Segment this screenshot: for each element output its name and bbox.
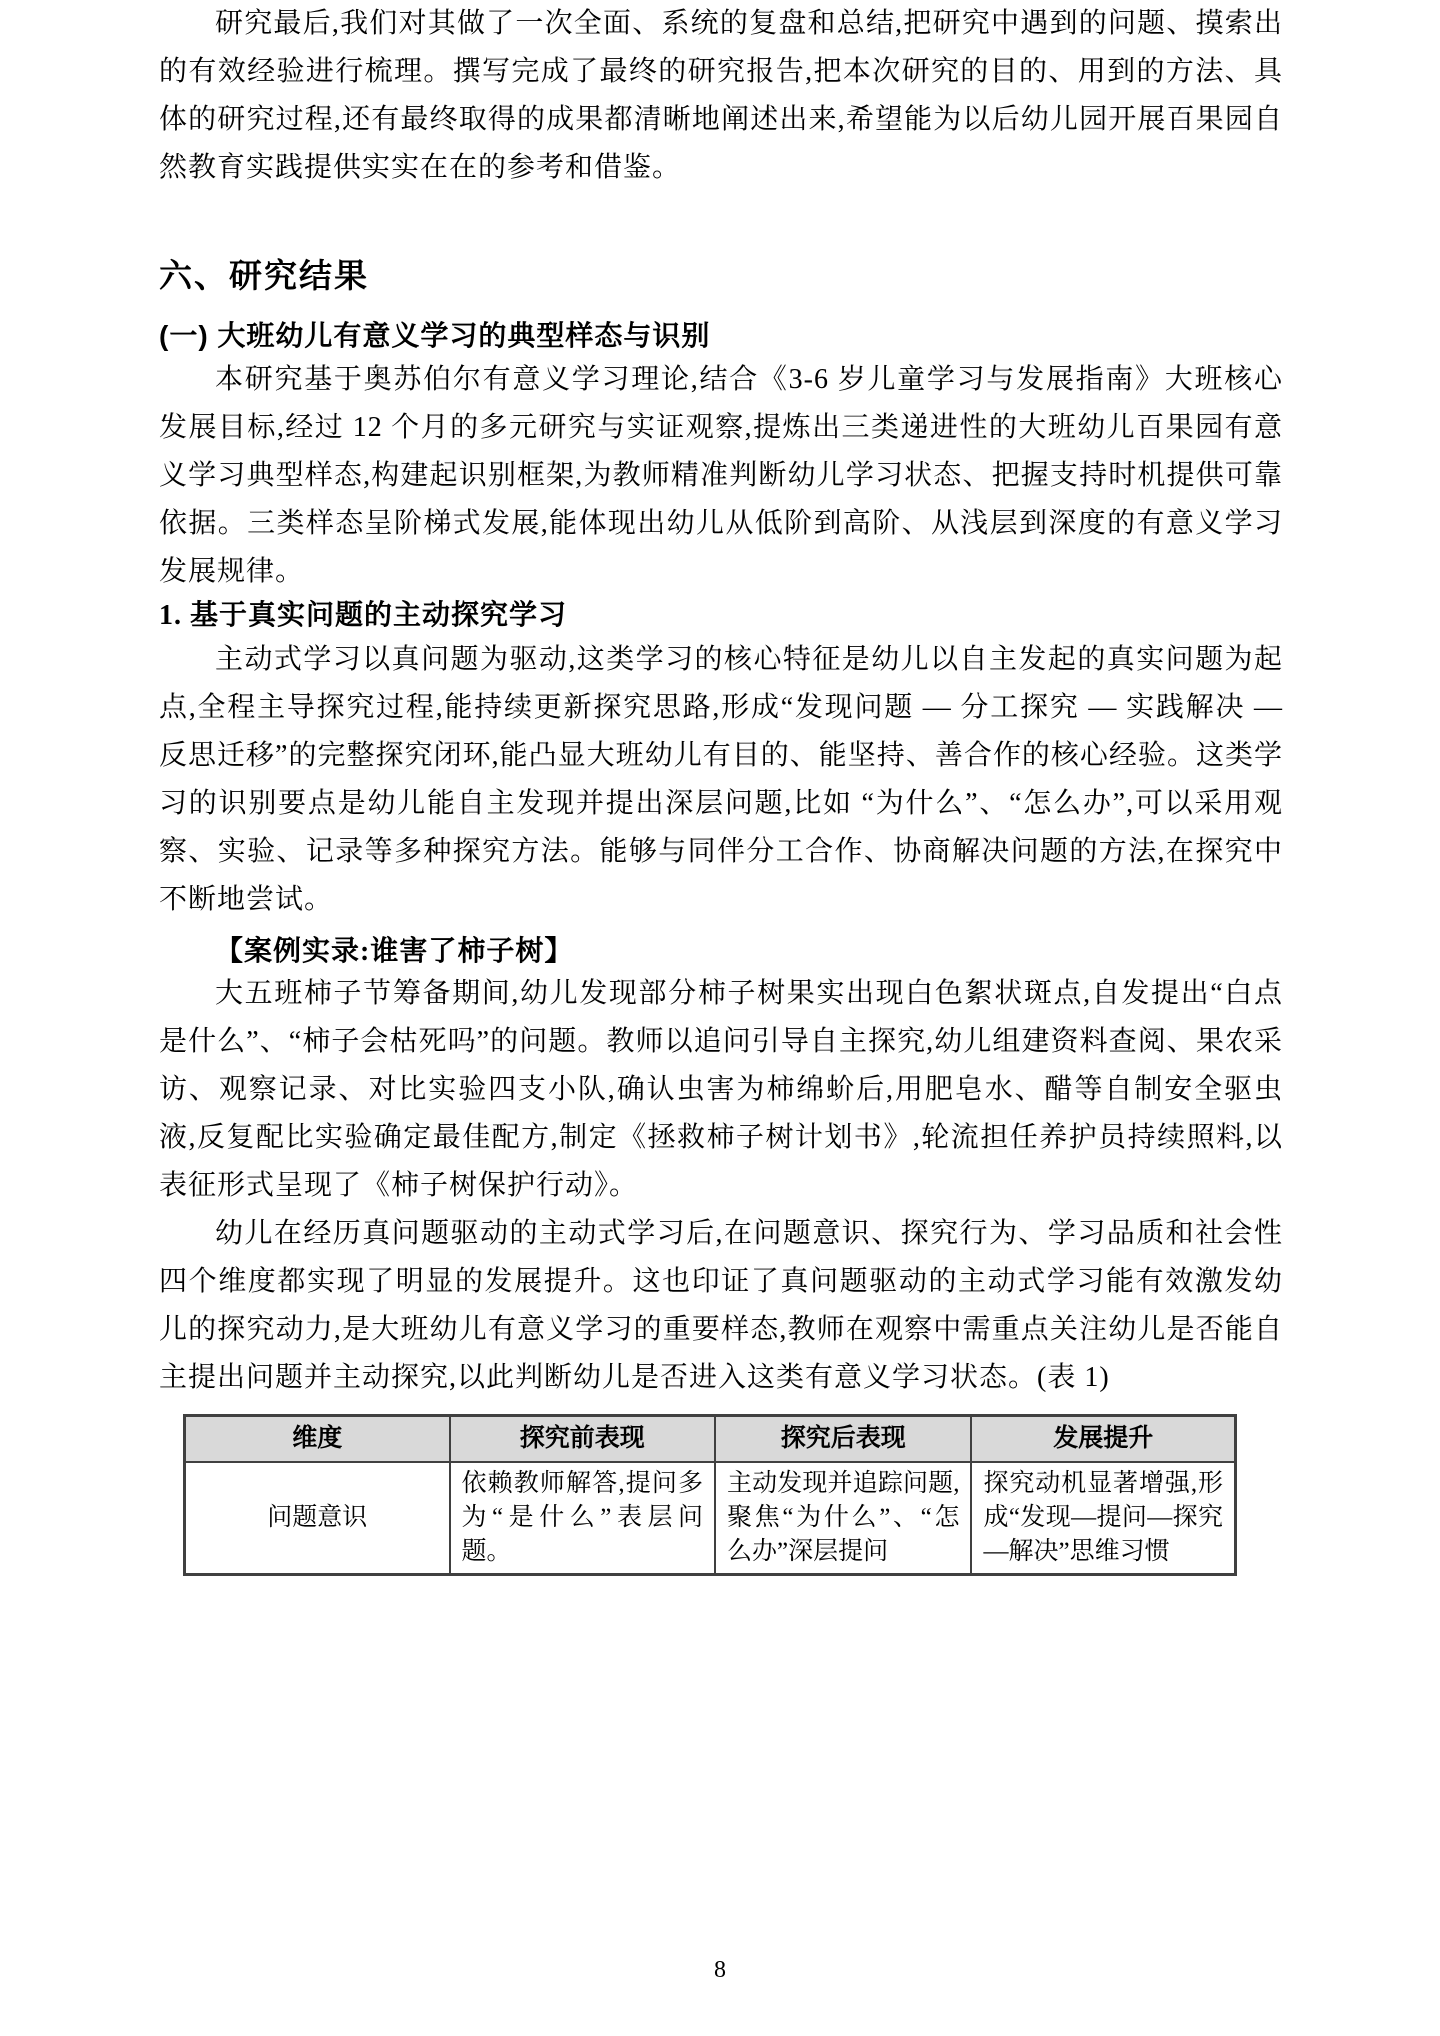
- case-record-paragraph: 大五班柿子节筹备期间,幼儿发现部分柿子树果实出现白色絮状斑点,自发提出“白点是什么”、“柿子会枯死吗”的问题。教师以追问引导自主探究,幼儿组建资料查阅、果农采访、观察记录、对比实验四支小队,确认虫害为柿绵蚧后,用肥皂水、醋等自制安全驱虫液,反复配比实验确定最佳配方,制定《拯救柿子树计划书》,轮流担任养护员持续照料,以表征形式呈现了《柿子树保护行动》。: [159, 978, 1283, 1201]
- page-number: 8: [714, 1957, 726, 1983]
- table-cell-improvement: 探究动机显著增强,形成“发现—提问—探究—解决”思维习惯: [971, 1462, 1235, 1575]
- result-paragraph: 幼儿在经历真问题驱动的主动式学习后,在问题意识、探究行为、学习品质和社会性四个维度都实现了明显的发展提升。这也印证了真问题驱动的主动式学习能有效激发幼儿的探究动力,是大班幼儿有意义学习的重要样态,教师在观察中需重点关注幼儿是否能自主提出问题并主动探究,以此判断幼儿是否进入这类有意义学习状态。(表 1): [159, 1218, 1283, 1393]
- table-cell-dimension: 问题意识: [185, 1462, 450, 1575]
- table-cell-after: 主动发现并追踪问题,聚焦“为什么”、“怎么办”深层提问: [715, 1462, 971, 1575]
- table-1-header: [185, 1416, 1236, 1463]
- item-paragraph: 主动式学习以真问题为驱动,这类学习的核心特征是幼儿以自主发起的真实问题为起点,全程主导探究过程,能持续更新探究思路,形成“发现问题 — 分工探究 — 实践解决 — 反思迁移”的完整探究闭环,能凸显大班幼儿有目的、能坚持、善合作的核心经验。这类学习的识别要点是幼儿能自主发现并提出深层问题,比如 “为什么”、“怎么办”,可以采用观察、实验、记录等多种探究方法。能够与同伴分工合作、协商解决问题的方法,在探究中不断地尝试。: [159, 644, 1283, 915]
- section-heading: 六、研究结果: [159, 257, 369, 294]
- table-header-improvement: 发展提升: [971, 1416, 1235, 1463]
- case-record-heading: 【案例实录:谁害了柿子树】: [215, 936, 574, 967]
- subsection-heading: (一) 大班幼儿有意义学习的典型样态与识别: [159, 320, 711, 351]
- table-header-row: [185, 1416, 1236, 1463]
- table-cell-before: 依赖教师解答,提问多为“是什么”表层问题。: [450, 1462, 716, 1575]
- intro-paragraph: 研究最后,我们对其做了一次全面、系统的复盘和总结,把研究中遇到的问题、摸索出的有效经验进行梳理。撰写完成了最终的研究报告,把本次研究的目的、用到的方法、具体的研究过程,还有最终取得的成果都清晰地阐述出来,希望能为以后幼儿园开展百果园自然教育实践提供实实在在的参考和借鉴。: [159, 8, 1283, 183]
- table-header-before: 探究前表现: [450, 1416, 716, 1463]
- table-row: [185, 1462, 1236, 1575]
- table-1: [183, 1414, 1237, 1576]
- overview-paragraph: 本研究基于奥苏伯尔有意义学习理论,结合《3-6 岁儿童学习与发展指南》大班核心发展目标,经过 12 个月的多元研究与实证观察,提炼出三类递进性的大班幼儿百果园有意义学习典型样态,构建起识别框架,为教师精准判断幼儿学习状态、把握支持时机提供可靠依据。三类样态呈阶梯式发展,能体现出幼儿从低阶到高阶、从浅层到深度的有意义学习发展规律。: [159, 364, 1283, 587]
- item-heading: 1. 基于真实问题的主动探究学习: [159, 600, 568, 631]
- table-header-dimension: 维度: [185, 1416, 450, 1463]
- table-header-after: 探究后表现: [715, 1416, 971, 1463]
- table-1-body: [185, 1462, 1236, 1575]
